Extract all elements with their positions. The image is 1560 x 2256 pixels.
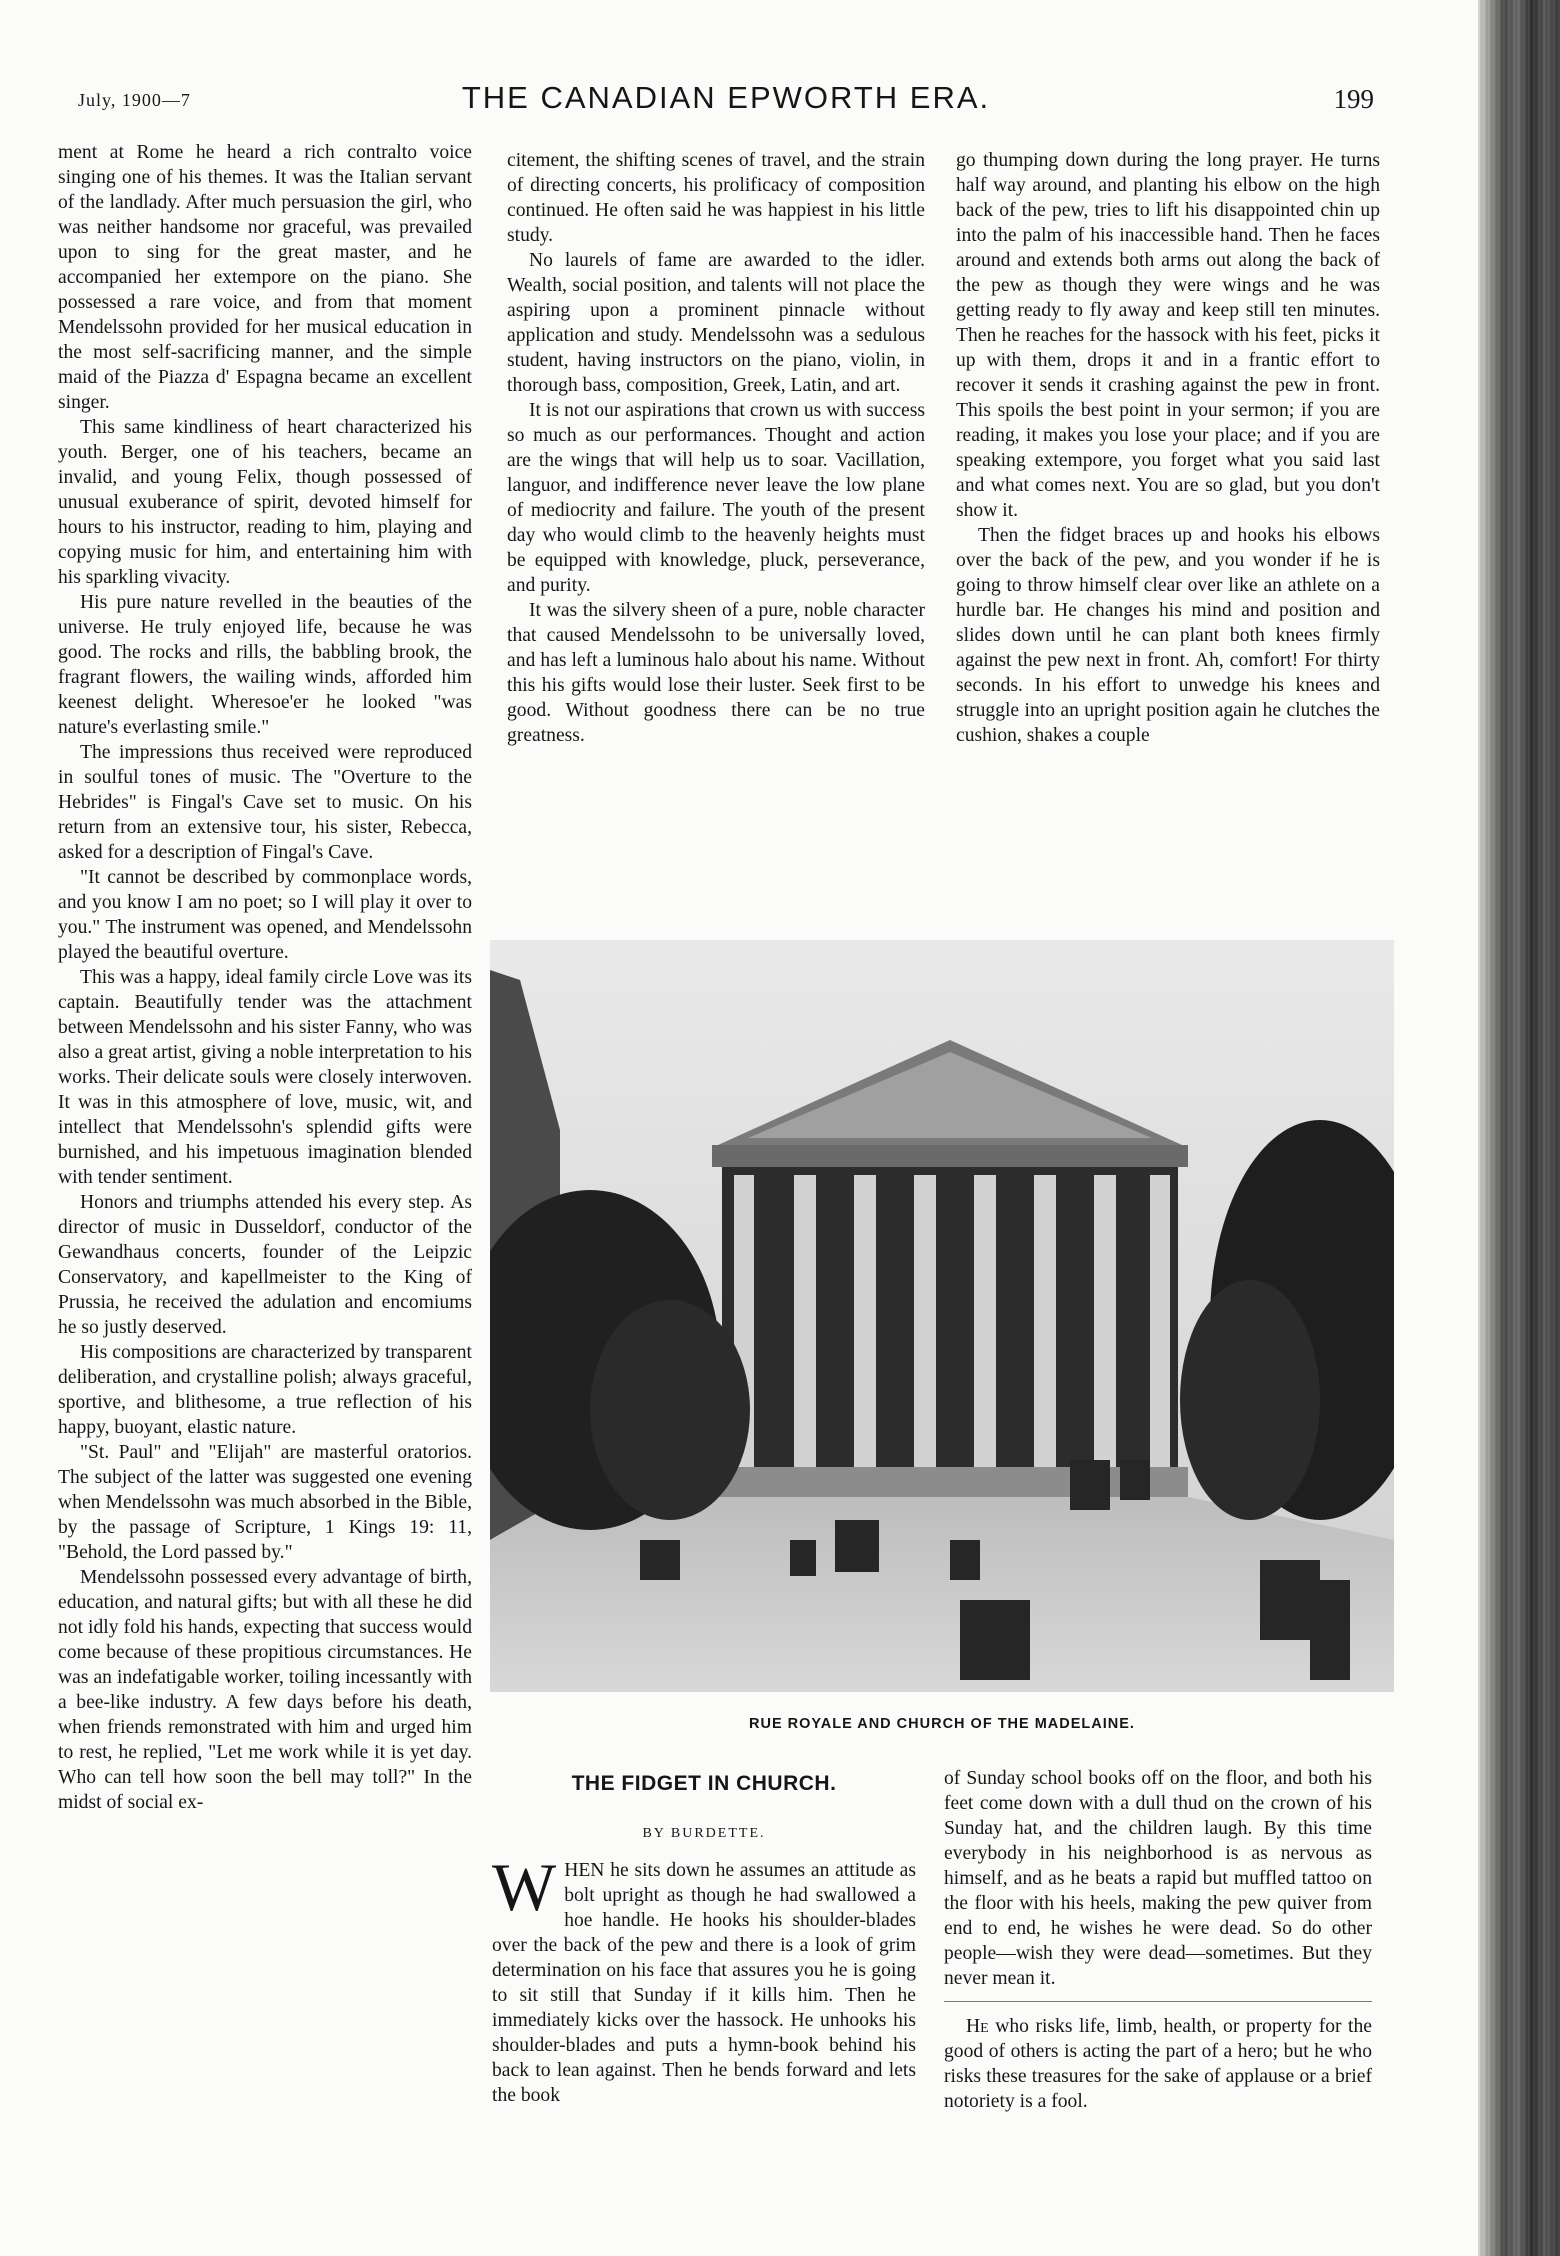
photo-caption: RUE ROYALE AND CHURCH OF THE MADELAINE. — [749, 1716, 1135, 1732]
church-photo-illustration — [490, 940, 1394, 1692]
paragraph: It is not our aspirations that crown us with success so much as our performances. Thought and action are the wings that will help us to soar. Vacillation, languor, and indifference never leave the low plane of mediocrity and failure. The youth of the present day who would climb to the heavenly heights must be equipped with knowledge, pluck, perseverance, and purity. — [507, 400, 925, 596]
paragraph: ment at Rome he heard a rich contralto voice singing one of his themes. It was the Italian servant of the landlady. After much persuasion the girl, who was neither handsome nor graceful, was prevailed upon to sing for the great master, and he accompanied her extempore on the piano. She possessed a rare voice, and from that moment Mendelssohn provided for her musical education in the most self-sacrificing manner, and the simple maid of the Piazza d' Espagna became an excellent singer. — [58, 142, 472, 413]
church-photograph — [490, 940, 1394, 1692]
paragraph: The impressions thus received were reproduced in soulful tones of music. The "Overture to the Hebrides" is Fingal's Cave set to music. On his return from an extensive tour, his sister, Rebecca, asked for a description of Fingal's Cave. — [58, 742, 472, 863]
book-spine — [1478, 0, 1560, 2256]
issue-date: July, 1900—7 — [78, 90, 191, 110]
page-number: 199 — [1333, 84, 1374, 114]
paragraph: This same kindliness of heart characterized his youth. Berger, one of his teachers, became an invalid, and young Felix, though possessed of unusual exuberance of spirit, devoted himself for hours to his instructor, reading to him, playing and copying music for him, and entertaining him with his sparkling vivacity. — [58, 417, 472, 588]
column-2 — [507, 148, 925, 908]
aphorism-text: who risks life, limb, health, or property for the good of others is acting the part of a hero; but he who risks these treasures for the sake of applause or a brief notoriety is a fool. — [944, 2016, 1372, 2112]
paragraph: "St. Paul" and "Elijah" are masterful oratorios. The subject of the latter was suggested one evening when Mendelssohn was much absorbed in the Bible, by the passage of Scripture, 1 Kings 19: 11, "Behold, the Lord passed by." — [58, 1442, 472, 1563]
paragraph: This was a happy, ideal family circle Love was its captain. Beautifully tender was the attachment between Mendelssohn and his sister Fanny, who was also a great artist, giving a noble interpretation to his works. Their delicate souls were closely interwoven. It was in this atmosphere of love, music, wit, and intellect that Mendelssohn's splendid gifts were burnished, and his impetuous imagination blended with tender sentiment. — [58, 967, 472, 1188]
paragraph: go thumping down during the long prayer. He turns half way around, and planting his elbow on the high back of the pew, tries to lift his disappointed chin up into the palm of his inaccessible hand. Then he faces around and extends both arms out along the back of the pew as though they were wings and he was getting ready to fly away and keep still ten minutes. Then he reaches for the hassock with his feet, picks it up with them, drops it and in a frantic effort to recover it sends it crashing against the pew in front. This spoils the best point in your sermon; if you are reading, it makes you lose your place; and if you are speaking extempore, you forget what you said last and what comes next. You are so glad, but you don't show it. — [956, 150, 1380, 521]
column-1 — [58, 140, 472, 2225]
article-opening-paragraph — [492, 1849, 916, 2108]
aphorism-lead: He — [966, 2016, 989, 2037]
paragraph: citement, the shifting scenes of travel, and the strain of directing concerts, his prolificacy of composition continued. He often said he was happiest in his little study. — [507, 150, 925, 246]
article-title: THE FIDGET IN CHURCH. — [571, 1772, 837, 1795]
paragraph: Mendelssohn possessed every advantage of birth, education, and natural gifts; but with all these he did not idly fold his hands, expecting that success would come because of these propitious circumstances. He was an indefatigable worker, toiling incessantly with a bee-like industry. A few days before his death, when friends remonstrated with him and urged him to rest, he replied, "Let me work while it is yet day. Who can tell how soon the bell may toll?" In the midst of social ex- — [58, 1567, 472, 1813]
divider-rule — [944, 2001, 1372, 2002]
paragraph: It was the silvery sheen of a pure, noble character that caused Mendelssohn to be universally loved, and has left a luminous halo about his name. Without this his gifts would lose their luster. Seek first to be good. Without goodness there can be no true greatness. — [507, 600, 925, 746]
column-3 — [956, 148, 1380, 908]
paragraph: of Sunday school books off on the floor, and both his feet come down with a dull thud on the crown of his Sunday hat, and the children laugh. By this time everybody in his neighborhood is as nervous as himself, and as he beats a rapid but muffled tattoo on the floor with his heels, making the pew quiver from end to end, he wishes he were dead. So do other people—wish they were dead—sometimes. But they never mean it. — [944, 1768, 1372, 1989]
article-byline: BY BURDETTE. — [642, 1826, 766, 1841]
paragraph: Then the fidget braces up and hooks his elbows over the back of the pew, and you wonder if he is going to throw himself clear over like an athlete on a hurdle bar. He changes his mind and position and slides down until he can plant both knees firmly against the pew next in front. Ah, comfort! For thirty seconds. In his effort to unwedge his knees and struggle into an upright position again he clutches the cushion, shakes a couple — [956, 525, 1380, 746]
magazine-title: THE CANADIAN EPWORTH ERA. — [461, 80, 991, 115]
paragraph: Honors and triumphs attended his every step. As director of music in Dusseldorf, conductor of the Gewandhaus concerts, founder of the Leipzic Conservatory, and kapellmeister to the King of Prussia, he received the adulation and encomiums he so justly deserved. — [58, 1192, 472, 1338]
drop-cap: W — [492, 1849, 557, 1925]
paragraph: "It cannot be described by commonplace words, and you know I am no poet; so I will play it over to you." The instrument was opened, and Mendelssohn played the beautiful overture. — [58, 867, 472, 963]
paragraph: His pure nature revelled in the beauties of the universe. He truly enjoyed life, because he was good. The rocks and rills, the babbling brook, the fragrant flowers, the wailing winds, afforded him keenest delight. Wheresoe'er he looked "was nature's everlasting smile." — [58, 592, 472, 738]
paragraph-text: HEN he sits down he assumes an attitude as bolt upright as though he had swallowed a hoe handle. He hooks his shoulder-blades over the back of the pew and there is a look of grim determination on his face that assures you he is going to sit still that Sunday if it kills him. Then he immediately kicks over the hassock. He unhooks his shoulder-blades and puts a hymn-book behind his back to lean against. Then he bends forward and lets the book — [492, 1860, 916, 2106]
paragraph: No laurels of fame are awarded to the idler. Wealth, social position, and talents will not place the aspiring upon a prominent pinnacle without application and study. Mendelssohn was a sedulous student, having instructors on the piano, violin, in thorough bass, composition, Greek, Latin, and art. — [507, 250, 925, 396]
article-column-right — [944, 1766, 1372, 2206]
article-column-left — [492, 1849, 916, 2198]
running-head — [78, 80, 1374, 124]
paragraph: His compositions are characterized by transparent deliberation, and crystalline polish; always graceful, sportive, and blithesome, a true reflection of his happy, buoyant, elastic nature. — [58, 1342, 472, 1438]
aphorism-paragraph — [944, 2014, 1372, 2114]
